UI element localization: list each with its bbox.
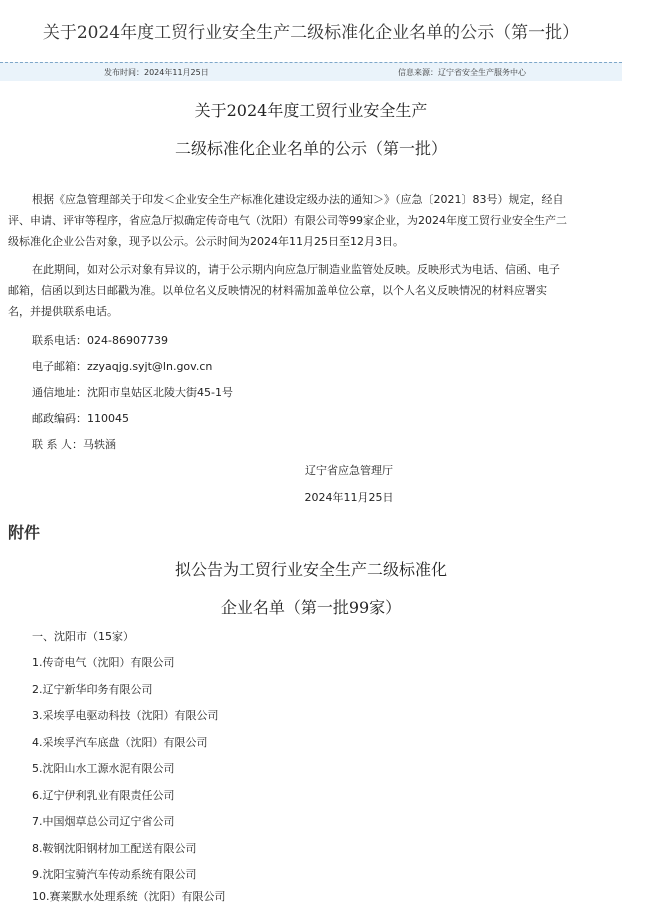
signature-date: 2024年11月25日 [304,491,394,504]
company-list-item: 9.沈阳宝骑汽车传动系统有限公司 [32,868,197,881]
company-list-item: 1.传奇电气（沈阳）有限公司 [32,656,175,669]
contact-person: 联 系 人：马轶涵 [32,438,116,451]
page-title: 关于2024年度工贸行业安全生产二级标准化企业名单的公示（第一批） [42,23,580,43]
paragraph-2-line-1: 在此期间，如对公示对象有异议的，请于公示期内向应急厅制造业监管处反映。反映形式为电话、信函、电子 [32,263,560,276]
info-source: 信息来源：辽宁省安全生产服务中心 [398,68,526,77]
attachment-title-line2: 企业名单（第一批99家） [220,598,402,617]
article-heading-line2: 二级标准化企业名单的公示（第一批） [174,139,447,158]
contact-address: 通信地址：沈阳市皇姑区北陵大街45-1号 [32,386,233,399]
publish-time: 发布时间：2024年11月25日 [104,68,209,77]
attachment-title-line1: 拟公告为工贸行业安全生产二级标准化 [174,560,447,579]
contact-email: 电子邮箱：zzyaqjg.syjt@ln.gov.cn [32,360,213,373]
paragraph-1-line-3: 级标准化企业公告对象，现予以公示。公示时间为2024年11月25日至12月3日。 [8,235,404,248]
company-list-item: 7.中国烟草总公司辽宁省公司 [32,815,175,828]
company-list-item: 6.辽宁伊利乳业有限责任公司 [32,789,175,802]
attachment-label: 附件 [8,523,41,542]
attachment-section-heading: 一、沈阳市（15家） [32,630,134,643]
meta-bar [0,62,622,81]
paragraph-1-line-1: 根据《应急管理部关于印发＜企业安全生产标准化建设定级办法的通知＞》（应急〔2021〕83号）规定，经自 [32,193,564,206]
company-list-item: 4.采埃孚汽车底盘（沈阳）有限公司 [32,736,208,749]
company-list-item: 3.采埃孚电驱动科技（沈阳）有限公司 [32,709,219,722]
contact-phone: 联系电话：024-86907739 [32,334,168,347]
company-list-item: 10.赛莱默水处理系统（沈阳）有限公司 [32,890,226,903]
contact-postcode: 邮政编码：110045 [32,412,129,425]
article-heading-line1: 关于2024年度工贸行业安全生产 [194,101,428,120]
paragraph-2-line-3: 名，并提供联系电话。 [8,305,118,318]
signature-org: 辽宁省应急管理厅 [305,464,393,477]
company-list-item: 8.鞍钢沈阳钢材加工配送有限公司 [32,842,197,855]
company-list-item: 2.辽宁新华印务有限公司 [32,683,153,696]
company-list-item: 5.沈阳山水工源水泥有限公司 [32,762,175,775]
paragraph-1-line-2: 评、申请、评审等程序，省应急厅拟确定传奇电气（沈阳）有限公司等99家企业，为2024年度工贸行业安全生产二 [8,214,567,227]
paragraph-2-line-2: 邮箱，信函以到达日邮戳为准。以单位名义反映情况的材料需加盖单位公章，以个人名义反映情况的材料应署实 [8,284,547,297]
